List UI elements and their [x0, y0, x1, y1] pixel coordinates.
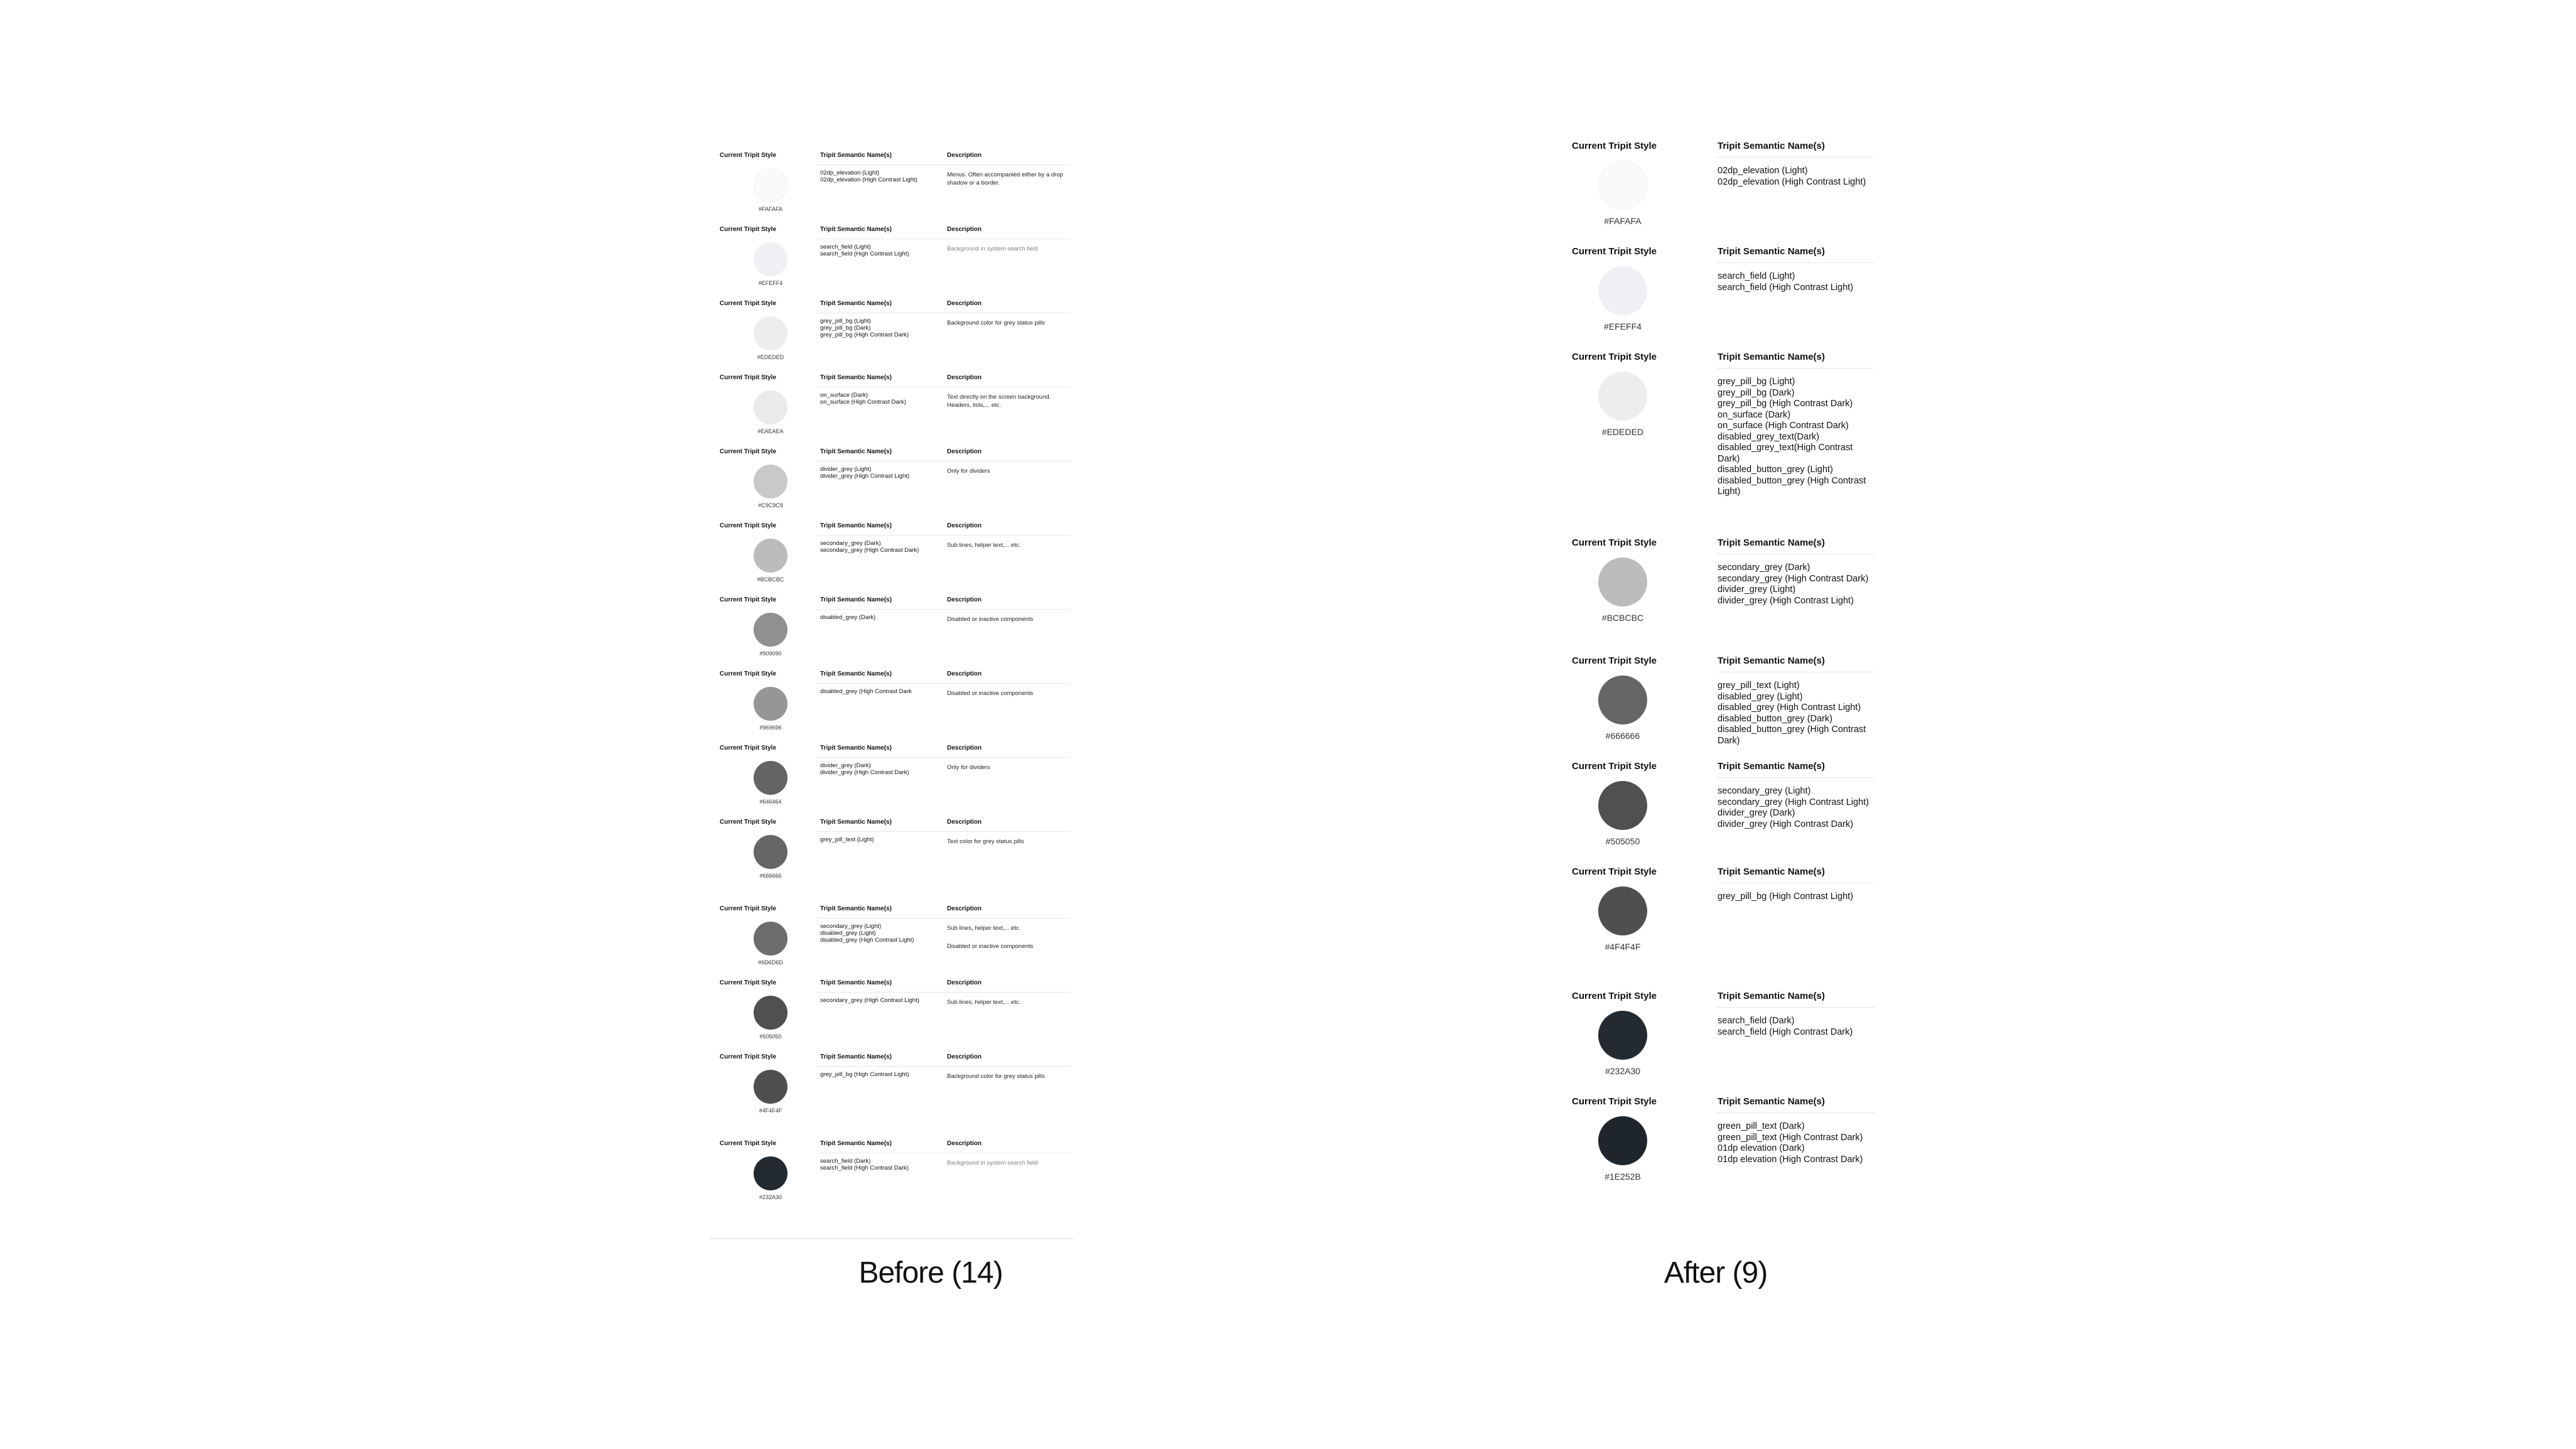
- divider: [816, 164, 1070, 165]
- semantic-name: 02dp_elevation (High Contrast Light): [1718, 176, 1866, 187]
- semantic-name: grey_pill_bg (Light): [820, 318, 871, 325]
- description-text: Text color for grey status pills: [947, 838, 1024, 845]
- column-header-names: Tripit Semantic Name(s): [820, 522, 892, 529]
- description: [947, 763, 1066, 772]
- column-header-style: Current Tripit Style: [1572, 1096, 1657, 1107]
- semantic-name: divider_grey (Dark): [1718, 808, 1795, 818]
- semantic-name: grey_pill_bg (High Contrast Light): [820, 1071, 909, 1078]
- divider: [1716, 157, 1875, 158]
- semantic-name: green_pill_text (Dark): [1718, 1121, 1805, 1131]
- description-text: Only for dividers: [947, 468, 990, 475]
- semantic-names: [1718, 271, 1875, 293]
- column-header-style: Current Tripit Style: [720, 522, 777, 529]
- color-swatch: [1598, 1116, 1647, 1165]
- column-header-names: Tripit Semantic Name(s): [1718, 141, 1825, 151]
- color-swatch: [1598, 558, 1647, 606]
- divider: [816, 992, 1070, 993]
- description-text: Background color for grey status pills: [947, 320, 1045, 326]
- column-header-names: Tripit Semantic Name(s): [820, 152, 892, 159]
- description: [947, 998, 1066, 1006]
- hex-label: #666666: [1605, 731, 1640, 741]
- semantic-names: [820, 762, 927, 776]
- hex-label: #4F4F4F: [1605, 942, 1641, 952]
- semantic-name: search_field (Dark): [820, 1158, 871, 1165]
- semantic-name: secondary_grey (High Contrast Dark): [1718, 573, 1869, 584]
- semantic-name: grey_pill_bg (Dark): [820, 325, 871, 331]
- description: [947, 1159, 1066, 1167]
- column-header-description: Description: [947, 300, 982, 307]
- semantic-name: search_field (High Contrast Dark): [820, 1165, 909, 1172]
- semantic-name: on_surface (High Contrast Dark): [820, 399, 906, 406]
- color-swatch: [754, 835, 787, 869]
- description-text: Menus. Often accompanied either by a drop shadow or a border.: [947, 171, 1063, 186]
- column-header-names: Tripit Semantic Name(s): [1718, 991, 1825, 1001]
- color-swatch: [754, 761, 787, 795]
- column-header-style: Current Tripit Style: [720, 979, 777, 986]
- before-panel: [710, 152, 1074, 1239]
- column-header-names: Tripit Semantic Name(s): [1718, 1096, 1825, 1107]
- column-header-description: Description: [947, 745, 982, 751]
- divider: [1716, 1007, 1875, 1008]
- semantic-name: disabled_button_grey (Dark): [1718, 713, 1832, 724]
- semantic-name: divider_grey (High Contrast Dark): [820, 769, 909, 776]
- column-header-style: Current Tripit Style: [720, 448, 777, 455]
- semantic-name: secondary_grey (High Contrast Dark): [820, 547, 919, 554]
- semantic-name: 02dp_elevation (Light): [1718, 166, 1808, 176]
- column-header-style: Current Tripit Style: [720, 819, 777, 826]
- semantic-name: grey_pill_bg (Dark): [1718, 387, 1795, 398]
- color-swatch: [754, 391, 787, 424]
- color-swatch: [1598, 161, 1647, 210]
- semantic-names: [820, 244, 927, 257]
- divider: [1716, 1112, 1875, 1113]
- semantic-name: divider_grey (Light): [1718, 584, 1796, 595]
- color-swatch: [754, 1070, 787, 1104]
- semantic-name: grey_pill_bg (High Contrast Light): [1718, 891, 1853, 902]
- semantic-name: disabled_grey (Light): [1718, 691, 1803, 702]
- description: [947, 838, 1066, 846]
- divider: [816, 535, 1070, 536]
- semantic-names: [1718, 377, 1875, 498]
- hex-label: #EFEFF4: [758, 280, 783, 286]
- column-header-names: Tripit Semantic Name(s): [820, 374, 892, 381]
- semantic-names: [820, 836, 927, 843]
- color-swatch: [754, 168, 787, 202]
- color-swatch: [754, 613, 787, 647]
- column-header-description: Description: [947, 522, 982, 529]
- column-header-style: Current Tripit Style: [720, 1053, 777, 1060]
- semantic-name: search_field (High Contrast Light): [1718, 282, 1853, 293]
- semantic-name: on_surface (Dark): [820, 392, 869, 399]
- semantic-name: disabled_button_grey (High Contrast Dark): [1718, 724, 1866, 746]
- semantic-name: grey_pill_bg (High Contrast Dark): [820, 331, 909, 338]
- semantic-name: disabled_grey (High Contrast Light): [1718, 703, 1861, 713]
- semantic-name: divider_grey (Light): [820, 466, 872, 473]
- column-header-style: Current Tripit Style: [720, 596, 777, 603]
- semantic-names: [820, 688, 927, 695]
- semantic-names: [820, 997, 927, 1004]
- column-header-names: Tripit Semantic Name(s): [1718, 352, 1825, 362]
- hex-label: #969696: [759, 724, 782, 731]
- hex-label: #505050: [759, 1033, 782, 1040]
- description-text: Disabled or inactive components: [947, 690, 1034, 697]
- semantic-name: secondary_grey (High Contrast Light): [820, 997, 919, 1004]
- description: [947, 541, 1066, 549]
- description: [947, 467, 1066, 475]
- semantic-name: disabled_grey (Dark): [820, 614, 876, 621]
- semantic-names: [820, 1158, 927, 1172]
- hex-label: #FAFAFA: [1604, 216, 1642, 226]
- hex-label: #BCBCBC: [757, 576, 784, 583]
- hex-label: #EAEAEA: [757, 428, 784, 434]
- semantic-name: disabled_grey_text(High Contrast Dark): [1718, 443, 1853, 464]
- hex-label: #666666: [759, 873, 782, 879]
- description-text: Sub lines, helper text,... etc.: [947, 925, 1021, 932]
- color-swatch: [754, 996, 787, 1030]
- hex-label: #909090: [759, 650, 782, 657]
- column-header-style: Current Tripit Style: [1572, 866, 1657, 877]
- hex-label: #1E252B: [1605, 1172, 1641, 1182]
- semantic-names: [820, 614, 927, 621]
- column-header-description: Description: [947, 374, 982, 381]
- column-header-style: Current Tripit Style: [1572, 761, 1657, 772]
- semantic-names: [820, 1071, 927, 1078]
- hex-label: #646464: [759, 799, 782, 805]
- color-swatch: [754, 465, 787, 498]
- column-header-names: Tripit Semantic Name(s): [820, 1053, 892, 1060]
- semantic-name: disabled_grey (Light): [820, 930, 876, 937]
- divider: [816, 609, 1070, 610]
- column-header-style: Current Tripit Style: [720, 1140, 777, 1147]
- column-header-description: Description: [947, 1053, 982, 1060]
- semantic-name: disabled_button_grey (High Contrast Light): [1718, 475, 1866, 497]
- column-header-style: Current Tripit Style: [720, 152, 777, 159]
- color-swatch: [1598, 1011, 1647, 1060]
- column-header-description: Description: [947, 1140, 982, 1147]
- column-header-style: Current Tripit Style: [720, 745, 777, 751]
- hex-label: #6D6D6D: [758, 959, 783, 966]
- column-header-names: Tripit Semantic Name(s): [820, 226, 892, 233]
- semantic-name: grey_pill_text (Light): [1718, 681, 1800, 691]
- hex-label: #EDEDED: [757, 354, 784, 360]
- semantic-name: secondary_grey (Dark): [820, 540, 881, 547]
- column-header-description: Description: [947, 448, 982, 455]
- semantic-names: [820, 466, 927, 480]
- semantic-name: grey_pill_bg (Light): [1718, 377, 1795, 387]
- description: [947, 319, 1066, 327]
- hex-label: #232A30: [1605, 1066, 1641, 1076]
- column-header-names: Tripit Semantic Name(s): [820, 300, 892, 307]
- color-swatch: [1598, 781, 1647, 830]
- column-header-description: Description: [947, 596, 982, 603]
- semantic-names: [820, 392, 927, 406]
- semantic-name: secondary_grey (Light): [1718, 786, 1811, 796]
- semantic-name: divider_grey (High Contrast Light): [1718, 595, 1854, 606]
- divider: [1716, 262, 1875, 263]
- color-swatch: [1598, 886, 1647, 935]
- description: [947, 615, 1066, 623]
- semantic-names: [820, 923, 927, 944]
- column-header-style: Current Tripit Style: [1572, 141, 1657, 151]
- column-header-description: Description: [947, 671, 982, 677]
- semantic-name: divider_grey (High Contrast Dark): [1718, 819, 1853, 829]
- column-header-style: Current Tripit Style: [1572, 655, 1657, 666]
- color-swatch: [754, 539, 787, 573]
- divider: [1716, 777, 1875, 778]
- color-swatch: [754, 1156, 787, 1190]
- semantic-names: [820, 540, 927, 554]
- color-swatch: [754, 922, 787, 956]
- semantic-name: secondary_grey (Light): [820, 923, 882, 930]
- description-text: Only for dividers: [947, 764, 990, 771]
- column-header-description: Description: [947, 905, 982, 912]
- color-swatch: [754, 316, 787, 350]
- description: [947, 245, 1066, 253]
- divider: [816, 757, 1070, 758]
- column-header-names: Tripit Semantic Name(s): [820, 745, 892, 751]
- column-header-names: Tripit Semantic Name(s): [1718, 537, 1825, 548]
- description: [947, 924, 1066, 951]
- color-swatch: [1598, 372, 1647, 421]
- semantic-name: search_field (Dark): [1718, 1016, 1795, 1026]
- semantic-names: [820, 318, 927, 338]
- semantic-name: disabled_button_grey (Light): [1718, 465, 1833, 475]
- hex-label: #4F4F4F: [759, 1107, 782, 1114]
- column-header-style: Current Tripit Style: [720, 226, 777, 233]
- semantic-name: 02dp_elevation (Light): [820, 170, 880, 176]
- column-header-style: Current Tripit Style: [720, 671, 777, 677]
- semantic-name: disabled_grey (High Contrast Dark: [820, 688, 912, 695]
- column-header-names: Tripit Semantic Name(s): [820, 905, 892, 912]
- semantic-name: grey_pill_text (Light): [820, 836, 874, 843]
- column-header-description: Description: [947, 152, 982, 159]
- hex-label: #EDEDED: [1601, 427, 1644, 437]
- column-header-style: Current Tripit Style: [1572, 537, 1657, 548]
- description-text: Text directly on the screen background. Headers, lists,... etc.: [947, 394, 1051, 409]
- semantic-name: on_surface (High Contrast Dark): [1718, 421, 1849, 431]
- column-header-names: Tripit Semantic Name(s): [820, 1140, 892, 1147]
- hex-label: #FAFAFA: [758, 206, 783, 212]
- semantic-name: secondary_grey (Dark): [1718, 563, 1810, 573]
- color-swatch: [1598, 266, 1647, 315]
- divider: [816, 831, 1070, 832]
- semantic-name: 01dp elevation (Dark): [1718, 1143, 1805, 1153]
- semantic-name: search_field (Light): [1718, 271, 1795, 281]
- semantic-names: [1718, 1016, 1875, 1038]
- before-caption: Before (14): [858, 1256, 1003, 1290]
- semantic-names: [820, 170, 927, 183]
- semantic-names: [1718, 563, 1875, 606]
- column-header-names: Tripit Semantic Name(s): [820, 979, 892, 986]
- hex-label: #C9C9C9: [758, 502, 783, 509]
- semantic-names: [1718, 681, 1875, 746]
- semantic-name: disabled_grey (High Contrast Light): [820, 937, 914, 944]
- hex-label: #505050: [1605, 836, 1640, 846]
- column-header-style: Current Tripit Style: [720, 300, 777, 307]
- hex-label: #232A30: [759, 1194, 782, 1200]
- color-swatch: [754, 242, 787, 276]
- column-header-names: Tripit Semantic Name(s): [1718, 761, 1825, 772]
- semantic-name: search_field (Light): [820, 244, 871, 250]
- semantic-names: [1718, 1121, 1875, 1165]
- semantic-name: divider_grey (Dark): [820, 762, 871, 769]
- semantic-names: [1718, 786, 1875, 830]
- column-header-names: Tripit Semantic Name(s): [1718, 866, 1825, 877]
- divider: [816, 1066, 1070, 1067]
- semantic-name: divider_grey (High Contrast Light): [820, 473, 910, 480]
- semantic-name: green_pill_text (High Contrast Dark): [1718, 1132, 1863, 1143]
- semantic-name: disabled_grey_text(Dark): [1718, 431, 1819, 442]
- divider: [816, 683, 1070, 684]
- description-text: Background in system search field: [947, 245, 1038, 252]
- divider: [1716, 368, 1875, 369]
- semantic-name: 01dp elevation (High Contrast Dark): [1718, 1154, 1863, 1165]
- after-panel: [1567, 141, 1893, 1208]
- column-header-style: Current Tripit Style: [720, 374, 777, 381]
- description-text: Sub lines, helper text,... etc.: [947, 999, 1021, 1006]
- column-header-names: Tripit Semantic Name(s): [1718, 655, 1825, 666]
- description-text: Background color for grey status pills: [947, 1073, 1045, 1080]
- column-header-description: Description: [947, 226, 982, 233]
- semantic-name: 02dp_elevation (High Contrast Light): [820, 176, 917, 183]
- semantic-names: [1718, 891, 1875, 903]
- color-swatch: [754, 687, 787, 721]
- description-text: Background in system search field: [947, 1160, 1038, 1166]
- hex-label: #EFEFF4: [1604, 321, 1642, 331]
- column-header-style: Current Tripit Style: [1572, 352, 1657, 362]
- column-header-names: Tripit Semantic Name(s): [820, 671, 892, 677]
- hex-label: #BCBCBC: [1601, 613, 1644, 623]
- column-header-names: Tripit Semantic Name(s): [820, 819, 892, 826]
- column-header-names: Tripit Semantic Name(s): [820, 448, 892, 455]
- description: [947, 171, 1066, 187]
- column-header-description: Description: [947, 819, 982, 826]
- description-text: Sub lines, helper text,... etc.: [947, 542, 1021, 549]
- description: [947, 393, 1066, 409]
- column-header-style: Current Tripit Style: [1572, 991, 1657, 1001]
- after-caption: After (9): [1664, 1256, 1768, 1290]
- column-header-names: Tripit Semantic Name(s): [820, 596, 892, 603]
- semantic-name: search_field (High Contrast Dark): [1718, 1026, 1853, 1037]
- column-header-style: Current Tripit Style: [1572, 246, 1657, 257]
- description-text: Disabled or inactive components: [947, 943, 1034, 950]
- description: [947, 689, 1066, 698]
- semantic-name: on_surface (Dark): [1718, 409, 1791, 420]
- description-text: Disabled or inactive components: [947, 616, 1034, 623]
- semantic-name: grey_pill_bg (High Contrast Dark): [1718, 399, 1853, 409]
- semantic-names: [1718, 166, 1875, 188]
- column-header-names: Tripit Semantic Name(s): [1718, 246, 1825, 257]
- column-header-style: Current Tripit Style: [720, 905, 777, 912]
- column-header-description: Description: [947, 979, 982, 986]
- description: [947, 1072, 1066, 1080]
- color-swatch: [1598, 676, 1647, 724]
- semantic-name: secondary_grey (High Contrast Light): [1718, 797, 1869, 807]
- semantic-name: search_field (High Contrast Light): [820, 250, 909, 257]
